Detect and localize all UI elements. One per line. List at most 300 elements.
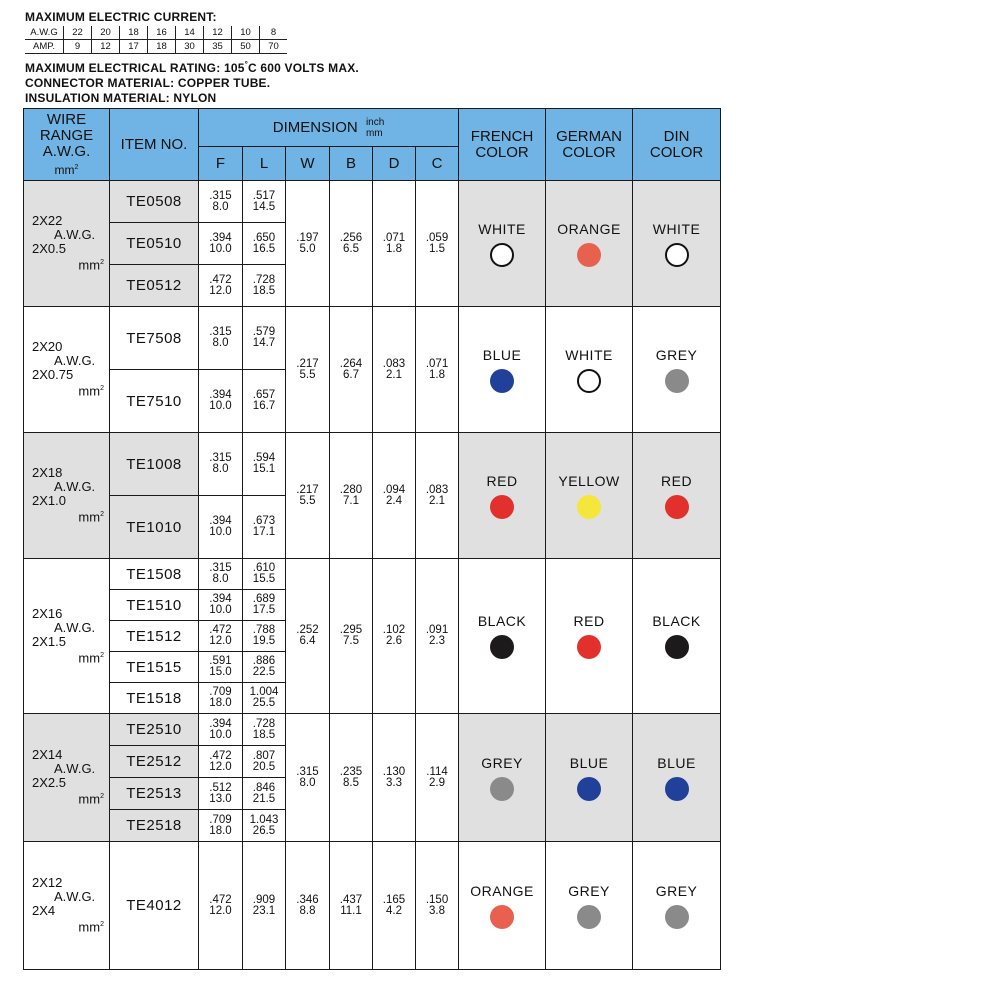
- din-color-swatch: [665, 635, 689, 659]
- dim-f-mm: 12.0: [209, 284, 232, 297]
- wire-range-cell: [24, 433, 110, 559]
- degree-sign: °: [244, 60, 248, 69]
- item-no: TE1518: [110, 683, 199, 714]
- dim-w-mm: 5.0: [299, 242, 316, 255]
- unit-label: [366, 117, 384, 139]
- french-h2: COLOR: [475, 143, 529, 161]
- french-color-swatch: [490, 369, 514, 393]
- din-color-cell: [633, 714, 721, 842]
- item-no: TE2512: [110, 746, 199, 778]
- item-no: TE2513: [110, 778, 199, 810]
- dim-c-mm: 3.8: [429, 904, 446, 917]
- french-color-swatch: [490, 905, 514, 929]
- item-no: TE0512: [110, 265, 199, 307]
- dim-b: [330, 181, 373, 307]
- dim-l-mm: 26.5: [252, 824, 276, 837]
- dim-f-inch: .472: [209, 273, 232, 286]
- dim-l: [243, 746, 286, 778]
- dim-f-inch: .315: [209, 326, 232, 338]
- din-color-cell: [633, 842, 721, 970]
- wire-awg-size: 2X22: [32, 213, 63, 229]
- german-color-cell: [546, 433, 633, 559]
- dim-d-inch: .102: [382, 624, 406, 636]
- dim-d-mm: 2.6: [386, 635, 402, 647]
- dim-c-mm: 1.8: [429, 368, 446, 381]
- wire-mm-unit: mm: [78, 509, 101, 525]
- dim-c-inch: .091: [425, 624, 449, 636]
- dim-l-inch: .579: [252, 326, 276, 338]
- german-color-swatch: [577, 495, 601, 519]
- dim-f-inch: .394: [209, 231, 232, 244]
- din-color-swatch: [665, 243, 689, 267]
- dim-f: [199, 810, 243, 842]
- dim-d: [373, 714, 416, 842]
- item-no: TE1510: [110, 590, 199, 621]
- french-color-name: RED: [486, 472, 518, 489]
- dim-f: [199, 265, 243, 307]
- amp-value: 12: [92, 40, 120, 54]
- dim-l-mm: 19.5: [252, 635, 276, 647]
- dim-b-inch: .264: [339, 357, 363, 370]
- dim-b-inch: .437: [339, 893, 363, 906]
- amp-value: 70: [260, 40, 288, 54]
- amp-value: 18: [148, 40, 176, 54]
- din-h1: DIN: [663, 127, 690, 145]
- dim-l-inch: .728: [252, 273, 276, 286]
- dim-l-inch: .689: [252, 593, 276, 605]
- dim-c-mm: 1.5: [429, 242, 446, 255]
- item-no: TE0508: [110, 181, 199, 223]
- dim-l-mm: 14.7: [252, 337, 276, 349]
- dim-f-inch: .472: [209, 749, 232, 762]
- dim-d-mm: 1.8: [386, 242, 402, 255]
- item-no-header: ITEM NO.: [110, 109, 199, 181]
- french-color-name: BLUE: [482, 346, 522, 363]
- dim-l-mm: 18.5: [252, 728, 276, 741]
- squared: 2: [100, 511, 104, 519]
- dim-l-mm: 16.5: [252, 242, 276, 255]
- dim-l: [243, 307, 286, 370]
- dim-c: [416, 307, 459, 433]
- dim-c-inch: .083: [425, 483, 449, 496]
- dimension-header: [199, 109, 459, 147]
- dim-l: [243, 683, 286, 714]
- dim-w-inch: .217: [296, 483, 319, 496]
- german-h1: GERMAN: [556, 127, 622, 145]
- dim-f-mm: 12.0: [209, 904, 232, 917]
- french-color-name: BLACK: [477, 613, 527, 629]
- french-color-name: WHITE: [478, 220, 526, 237]
- dim-b: [330, 433, 373, 559]
- dim-f-mm: 8.0: [212, 200, 229, 213]
- col-b-header: B: [330, 147, 373, 181]
- dim-f: [199, 496, 243, 559]
- dim-f-inch: .512: [209, 781, 232, 794]
- german-color-swatch: [577, 369, 601, 393]
- dim-b: [330, 307, 373, 433]
- dim-f: [199, 652, 243, 683]
- dim-f-inch: .394: [209, 593, 232, 605]
- amp-row: [25, 40, 287, 54]
- german-color-cell: [546, 714, 633, 842]
- dim-f-mm: 12.0: [209, 760, 232, 773]
- dim-w-mm: 5.5: [299, 368, 316, 381]
- dim-f-mm: 18.0: [209, 824, 232, 837]
- wire-awg-label: A.W.G.: [54, 353, 96, 369]
- french-color-cell: [459, 714, 546, 842]
- dim-f-inch: .394: [209, 717, 232, 730]
- wire-range-cell: [24, 842, 110, 970]
- dim-l: [243, 590, 286, 621]
- dim-l-inch: .788: [252, 624, 276, 636]
- wire-awg-label: A.W.G.: [54, 761, 96, 777]
- dim-b: [330, 714, 373, 842]
- dim-l-inch: .846: [252, 781, 276, 794]
- wire-mm-unit: mm: [78, 383, 101, 399]
- dim-l-mm: 23.1: [252, 904, 276, 917]
- wire-awg-label: A.W.G.: [54, 889, 96, 905]
- wire-mm-size: 2X0.5: [32, 241, 66, 257]
- wire-range-cell: [24, 307, 110, 433]
- dim-w-mm: 8.8: [299, 904, 316, 917]
- german-color-cell: [546, 181, 633, 307]
- dim-f: [199, 590, 243, 621]
- dim-f-inch: .591: [209, 655, 232, 667]
- dim-l-mm: 17.5: [252, 604, 276, 616]
- dim-w: [286, 559, 330, 714]
- dim-d: [373, 559, 416, 714]
- wire-range-h3: A.W.G.: [42, 142, 91, 160]
- amp-value: 35: [204, 40, 232, 54]
- dim-b-mm: 8.5: [343, 776, 359, 789]
- dim-c: [416, 433, 459, 559]
- din-color-cell: [633, 307, 721, 433]
- wire-awg-label: A.W.G.: [54, 619, 96, 635]
- dim-f-mm: 10.0: [209, 526, 232, 538]
- dim-d: [373, 181, 416, 307]
- dim-f-inch: .315: [209, 452, 232, 464]
- dim-f-inch: .472: [209, 893, 232, 906]
- dim-l-mm: 15.1: [252, 463, 276, 475]
- dim-l-inch: .594: [252, 452, 276, 464]
- german-color-swatch: [577, 905, 601, 929]
- dim-w-inch: .346: [296, 893, 319, 906]
- awg-value: 10: [232, 26, 260, 40]
- wire-awg-size: 2X18: [32, 465, 63, 481]
- dim-f-inch: .394: [209, 515, 232, 527]
- german-color-name: BLUE: [569, 754, 609, 771]
- item-no: TE1008: [110, 433, 199, 496]
- dim-l-inch: .517: [252, 189, 276, 202]
- dim-f-mm: 10.0: [209, 242, 232, 255]
- dim-c-inch: .059: [425, 231, 449, 244]
- item-no: TE0510: [110, 223, 199, 265]
- din-color-cell: [633, 433, 721, 559]
- dim-w-mm: 5.5: [299, 494, 316, 507]
- dim-b-inch: .256: [339, 231, 363, 244]
- german-color-cell: [546, 559, 633, 714]
- dim-l-mm: 18.5: [252, 284, 276, 297]
- german-h2: COLOR: [562, 143, 616, 161]
- wire-range-cell: [24, 559, 110, 714]
- awg-label: A.W.G: [25, 26, 64, 40]
- dim-f-inch: .394: [209, 389, 232, 401]
- rating-text-2: C 600 VOLTS MAX.: [247, 61, 359, 75]
- wire-mm-label: [32, 649, 109, 665]
- wire-range-header: [24, 109, 110, 181]
- table-row: [24, 307, 721, 370]
- terminal-spec-table: [23, 108, 721, 970]
- french-color-swatch: [490, 635, 514, 659]
- table-row: [24, 181, 721, 223]
- dim-f: [199, 307, 243, 370]
- squared: 2: [100, 793, 104, 801]
- rating-text: MAXIMUM ELECTRICAL RATING: 105: [25, 61, 245, 75]
- wire-mm-size: 2X2.5: [32, 775, 66, 791]
- dim-c-mm: 2.3: [429, 635, 446, 647]
- amp-value: 17: [120, 40, 148, 54]
- dim-f: [199, 433, 243, 496]
- dim-d-inch: .130: [382, 765, 406, 778]
- wire-mm-size: 2X4: [32, 903, 56, 919]
- dim-b-inch: .295: [339, 624, 363, 636]
- dim-f-inch: .315: [209, 189, 232, 202]
- dim-w-mm: 8.0: [299, 776, 316, 789]
- german-color-name: WHITE: [565, 346, 613, 363]
- dim-d-mm: 3.3: [386, 776, 402, 789]
- dim-w: [286, 433, 330, 559]
- dim-c-inch: .150: [425, 893, 449, 906]
- dim-f: [199, 559, 243, 590]
- dim-f-inch: .315: [209, 562, 232, 574]
- dim-l-inch: .650: [252, 231, 276, 244]
- dim-l-inch: .909: [252, 893, 276, 906]
- dim-l: [243, 714, 286, 746]
- din-color-name: BLUE: [657, 754, 696, 771]
- item-no: TE1512: [110, 621, 199, 652]
- dim-b-mm: 6.7: [343, 368, 359, 381]
- dim-f: [199, 181, 243, 223]
- dim-l-mm: 14.5: [252, 200, 276, 213]
- din-color-name: WHITE: [652, 220, 701, 237]
- french-color-swatch: [490, 495, 514, 519]
- din-color-cell: [633, 181, 721, 307]
- dim-b-mm: 11.1: [340, 904, 362, 917]
- current-table: [25, 26, 287, 54]
- dim-l: [243, 433, 286, 496]
- squared: 2: [100, 385, 104, 393]
- din-color-swatch: [665, 905, 689, 929]
- dim-c: [416, 714, 459, 842]
- dimension-label: DIMENSION: [272, 118, 358, 136]
- din-color-name: BLACK: [652, 613, 701, 629]
- col-c-header: C: [416, 147, 459, 181]
- table-row: [24, 842, 721, 970]
- wire-range-h4: [24, 160, 109, 178]
- french-color-swatch: [490, 243, 514, 267]
- french-color-cell: [459, 842, 546, 970]
- wire-mm-size: 2X1.0: [32, 493, 66, 509]
- dim-l-mm: 16.7: [252, 400, 276, 412]
- insulation-line: INSULATION MATERIAL: NYLON: [25, 91, 217, 105]
- dim-w: [286, 842, 330, 970]
- dim-f-mm: 15.0: [209, 666, 232, 678]
- dim-f: [199, 223, 243, 265]
- dim-l-inch: .807: [252, 749, 276, 762]
- dim-b-inch: .280: [339, 483, 363, 496]
- wire-mm-label: [32, 508, 109, 524]
- dim-f: [199, 842, 243, 970]
- dim-f: [199, 683, 243, 714]
- german-color-name: ORANGE: [557, 220, 621, 237]
- amp-value: 30: [176, 40, 204, 54]
- dim-w: [286, 714, 330, 842]
- dim-l-mm: 25.5: [252, 697, 276, 709]
- dim-l: [243, 223, 286, 265]
- german-color-cell: [546, 842, 633, 970]
- dim-l-mm: 21.5: [252, 792, 276, 805]
- awg-value: 16: [148, 26, 176, 40]
- dim-l-inch: 1.004: [249, 686, 279, 698]
- squared: 2: [100, 651, 104, 659]
- wire-mm-label: [32, 382, 109, 398]
- din-color-name: GREY: [655, 346, 698, 363]
- table-row: [24, 714, 721, 746]
- dim-f: [199, 370, 243, 433]
- dim-l: [243, 370, 286, 433]
- dim-f: [199, 778, 243, 810]
- dim-f-inch: .709: [209, 813, 232, 826]
- dim-c-inch: .114: [426, 765, 448, 778]
- dim-b: [330, 842, 373, 970]
- unit-inch: inch: [365, 116, 385, 128]
- wire-mm-unit: mm: [78, 919, 101, 935]
- dim-l: [243, 810, 286, 842]
- wire-range-cell: [24, 714, 110, 842]
- item-no: TE1010: [110, 496, 199, 559]
- wire-mm-label: [32, 918, 109, 934]
- dim-f-inch: .709: [209, 686, 232, 698]
- wire-mm-unit: mm: [78, 257, 101, 273]
- dim-c-mm: 2.1: [429, 494, 446, 507]
- dim-w-mm: 6.4: [299, 635, 316, 647]
- item-no: TE7510: [110, 370, 199, 433]
- wire-range-cell: [24, 181, 110, 307]
- wire-mm-label: [32, 256, 109, 272]
- dim-b-mm: 7.1: [343, 494, 359, 507]
- squared: 2: [100, 921, 104, 929]
- item-no: TE2518: [110, 810, 199, 842]
- wire-awg-label: A.W.G.: [54, 479, 96, 495]
- wire-awg-size: 2X14: [32, 747, 63, 763]
- dim-f-mm: 10.0: [209, 604, 232, 616]
- dim-l-inch: .886: [252, 655, 276, 667]
- dim-l: [243, 842, 286, 970]
- dim-f-mm: 10.0: [209, 400, 232, 412]
- dim-d-mm: 2.1: [386, 368, 402, 381]
- dim-w-inch: .252: [296, 624, 319, 636]
- col-l-header: L: [243, 147, 286, 181]
- french-color-header: [459, 109, 546, 181]
- awg-value: 14: [176, 26, 204, 40]
- dim-d-inch: .165: [382, 893, 406, 906]
- dim-l-mm: 17.1: [252, 526, 276, 538]
- dim-c: [416, 181, 459, 307]
- squared: 2: [100, 259, 104, 267]
- awg-row: [25, 26, 287, 40]
- dim-d: [373, 433, 416, 559]
- dim-l: [243, 621, 286, 652]
- col-d-header: D: [373, 147, 416, 181]
- french-color-name: GREY: [481, 754, 523, 771]
- dim-d: [373, 307, 416, 433]
- wire-mm-label: [32, 790, 109, 806]
- dim-d-inch: .094: [382, 483, 406, 496]
- dim-d-mm: 4.2: [386, 904, 402, 917]
- german-color-name: RED: [573, 613, 605, 629]
- table-row: [24, 559, 721, 590]
- german-color-name: GREY: [568, 882, 610, 899]
- rating-line: [25, 57, 725, 76]
- dim-d-mm: 2.4: [386, 494, 402, 507]
- din-h2: COLOR: [649, 143, 704, 161]
- german-color-name: YELLOW: [558, 472, 620, 489]
- din-color-swatch: [665, 369, 689, 393]
- wire-mm-unit: mm: [78, 650, 101, 666]
- din-color-swatch: [665, 777, 689, 801]
- awg-value: 22: [64, 26, 92, 40]
- wire-range-h1: WIRE: [46, 110, 87, 128]
- item-no: TE1508: [110, 559, 199, 590]
- dim-l: [243, 559, 286, 590]
- amp-value: 50: [232, 40, 260, 54]
- dim-f: [199, 714, 243, 746]
- col-f-header: F: [199, 147, 243, 181]
- table-row: [24, 433, 721, 496]
- german-color-swatch: [577, 777, 601, 801]
- dim-f-mm: 8.0: [212, 573, 229, 585]
- dim-d-inch: .071: [382, 231, 406, 244]
- dim-b-inch: .235: [339, 765, 363, 778]
- amp-value: 9: [64, 40, 92, 54]
- awg-value: 8: [260, 26, 288, 40]
- dim-l: [243, 496, 286, 559]
- dim-l: [243, 652, 286, 683]
- dim-w: [286, 307, 330, 433]
- spec-header: [25, 10, 725, 106]
- item-no: TE1515: [110, 652, 199, 683]
- german-color-cell: [546, 307, 633, 433]
- col-w-header: W: [286, 147, 330, 181]
- amp-label: AMP.: [25, 40, 64, 54]
- dim-l-inch: .728: [252, 717, 276, 730]
- french-color-name: ORANGE: [470, 882, 534, 899]
- dim-b: [330, 559, 373, 714]
- unit-mm: mm: [365, 127, 383, 139]
- dim-l-mm: 20.5: [252, 760, 276, 773]
- dim-l-inch: .610: [252, 562, 276, 574]
- dim-f-inch: .472: [209, 624, 232, 636]
- dim-b-mm: 7.5: [343, 635, 359, 647]
- current-title: MAXIMUM ELECTRIC CURRENT:: [25, 10, 217, 24]
- wire-awg-label: A.W.G.: [54, 227, 96, 243]
- wire-awg-size: 2X12: [32, 875, 63, 891]
- din-color-cell: [633, 559, 721, 714]
- connector-line: CONNECTOR MATERIAL: COPPER TUBE.: [25, 76, 271, 90]
- german-color-swatch: [577, 635, 601, 659]
- dim-l-mm: 22.5: [252, 666, 276, 678]
- dim-c-mm: 2.9: [429, 776, 446, 789]
